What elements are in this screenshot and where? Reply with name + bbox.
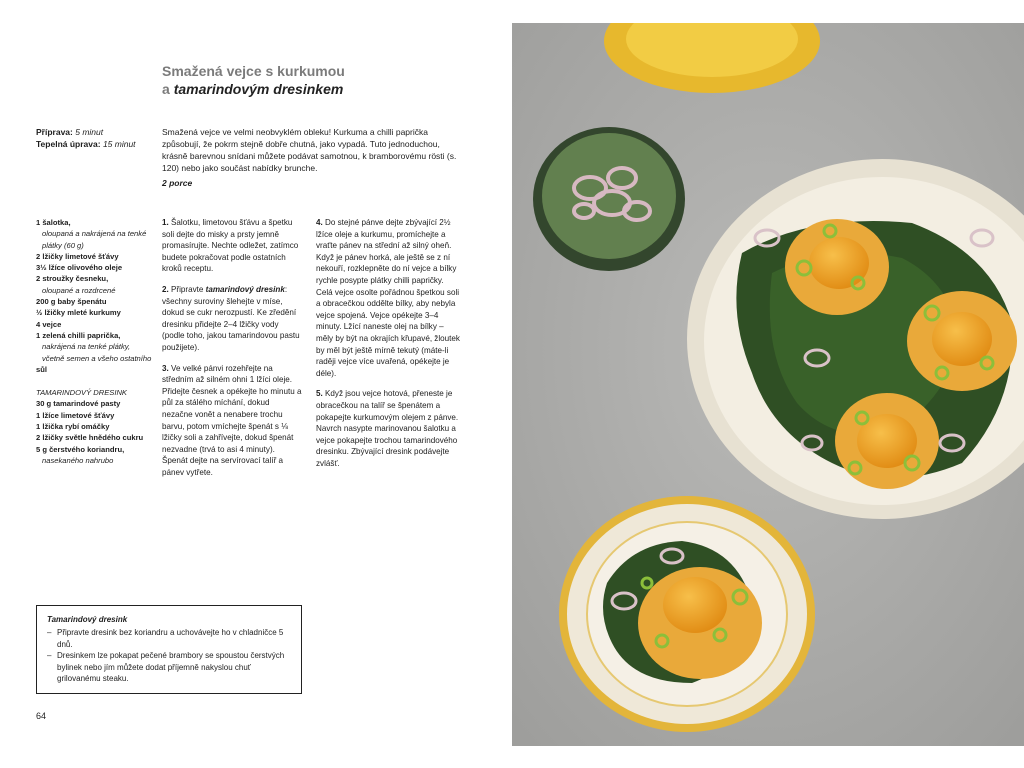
tip-item: – Dresinkem lze pokapat pečené brambory se spoustou čerstvých bylinek nebo jím můžete dodat příjemně nakyslou chuť grilovanému steaku.	[47, 651, 285, 684]
ingredient-item: 2 lžičky limetové šťávy	[36, 251, 119, 261]
step-1: 1. Šalotku, limetovou šťávu a špetku soli dejte do misky a prsty jemně promasírujte. Nechte odležet, zatímco budete pokračovat podle ostatních kroků receptu.	[162, 218, 299, 274]
ingredients-main	[36, 217, 154, 375]
ingredient-item: 200 g baby špenátu	[36, 297, 107, 307]
ingredient-item: 3½ lžíce olivového oleje	[36, 263, 123, 273]
recipe-times	[36, 126, 156, 150]
shallot-bowl	[533, 127, 685, 271]
prep-value: 5 minut	[75, 127, 104, 137]
step-5: 5. Když jsou vejce hotová, přeneste je obracečkou na talíř se špenátem a pokapejte kurkumovým olejem z pánve. Navrch nasypte marinovanou šalotku a vejce pokapejte trochou tamarindového dresinku. Zbývající dresink podávejte zvlášť.	[316, 389, 459, 468]
step-4: 4. Do stejné pánve dejte zbývající 2½ lžíce oleje a kurkumu, promíchejte a vraťte pánev na střední až silný oheň. Když je pánev horká, ale ještě se z ní nekouří, rozklepněte do ní vejce a bílky rychle posypte plátky chilli papričky. Celá vejce osolte pořádnou špetkou soli a obracečkou oddělte bílky, aby nebyla vejce spojená. Vejce opékejte 3–4 minuty. Lžící naneste olej na bílky – měly by být na okrajích křupavé, žloutek by měl být ještě mírně tekutý (máte-li raději vejce více uvařená, opékejte je déle).	[316, 218, 460, 378]
ingredients-dressing	[36, 398, 154, 466]
recipe-title	[162, 62, 482, 98]
ingredient-item: 1 zelená chilli paprička, nakrájená na tenké plátky, včetně semen a všeho ostatního	[36, 330, 152, 363]
prep-label: Příprava:	[36, 127, 73, 137]
cook-value: 15 minut	[102, 139, 136, 149]
ingredient-item: 30 g tamarindové pasty	[36, 399, 121, 409]
servings: 2 porce	[162, 178, 193, 188]
ingredient-item: sůl	[36, 364, 47, 374]
steps-column-2	[316, 217, 462, 478]
ingredient-item: 2 stroužky česneku, oloupané a rozdrcené	[36, 274, 116, 295]
steps-column-1	[162, 217, 302, 487]
ingredient-item: 4 vejce	[36, 319, 62, 329]
recipe-title-line1: Smažená vejce s kurkumou	[162, 63, 345, 79]
ingredient-item: 5 g čerstvého koriandru, nasekaného nahrubo	[36, 444, 125, 465]
ingredient-item: ½ lžičky mleté kurkumy	[36, 308, 121, 318]
dressing-heading: TAMARINDOVÝ DRESINK	[36, 388, 127, 398]
step-2: 2. Připravte tamarindový dresink: všechny suroviny šlehejte v míse, dokud se cukr nerozpustí. Ke zředění dresinku přidejte 2–4 lžičky vody (podle toho, jakou tamarindovou pastu použijete).	[162, 284, 300, 352]
small-plate	[559, 496, 815, 732]
step-3: 3. Ve velké pánvi rozehřejte na středním až silném ohni 1 lžíci oleje. Přidejte česnek a opékejte ho minutu a půl za stálého míchání, dokud nezačne vonět a nenabere trochu barvu, potom vmíchejte špenát s ⅛ lžičky soli a zahřívejte, dokud špenát nezvadne (trvá to asi 4 minuty). Špenát dejte na servírovací talíř a pánev vytřete.	[162, 363, 302, 477]
food-photo	[512, 23, 1024, 746]
tip-box-heading: Tamarindový dresink	[47, 615, 128, 624]
ingredient-item: 1 lžička rybí omáčky	[36, 422, 110, 432]
ingredient-item: 2 lžičky světle hnědého cukru	[36, 433, 144, 443]
tip-box	[36, 605, 302, 694]
page-number: 64	[36, 711, 47, 721]
ingredient-item: 1 šalotka, oloupaná a nakrájená na tenké plátky (60 g)	[36, 218, 147, 250]
ingredients-list	[36, 217, 154, 466]
tip-item: – Připravte dresink bez koriandru a uchovávejte ho v chladničce 5 dnů.	[47, 628, 284, 649]
cook-label: Tepelná úprava:	[36, 139, 101, 149]
recipe-title-line2: a tamarindovým dresinkem	[162, 81, 344, 97]
recipe-intro: Smažená vejce ve velmi neobvyklém obleku! Kurkuma a chilli paprička způsobují, že pokrm stejně dobře chutná, jako vypadá. Tuto jednoduchou, krásně barevnou snídani můžete podávat samotnou, k bramborovému rösti (s. 120) nebo jako součást nabídky brunche.	[162, 127, 457, 173]
ingredient-item: 1 lžíce limetové šťávy	[36, 410, 115, 420]
